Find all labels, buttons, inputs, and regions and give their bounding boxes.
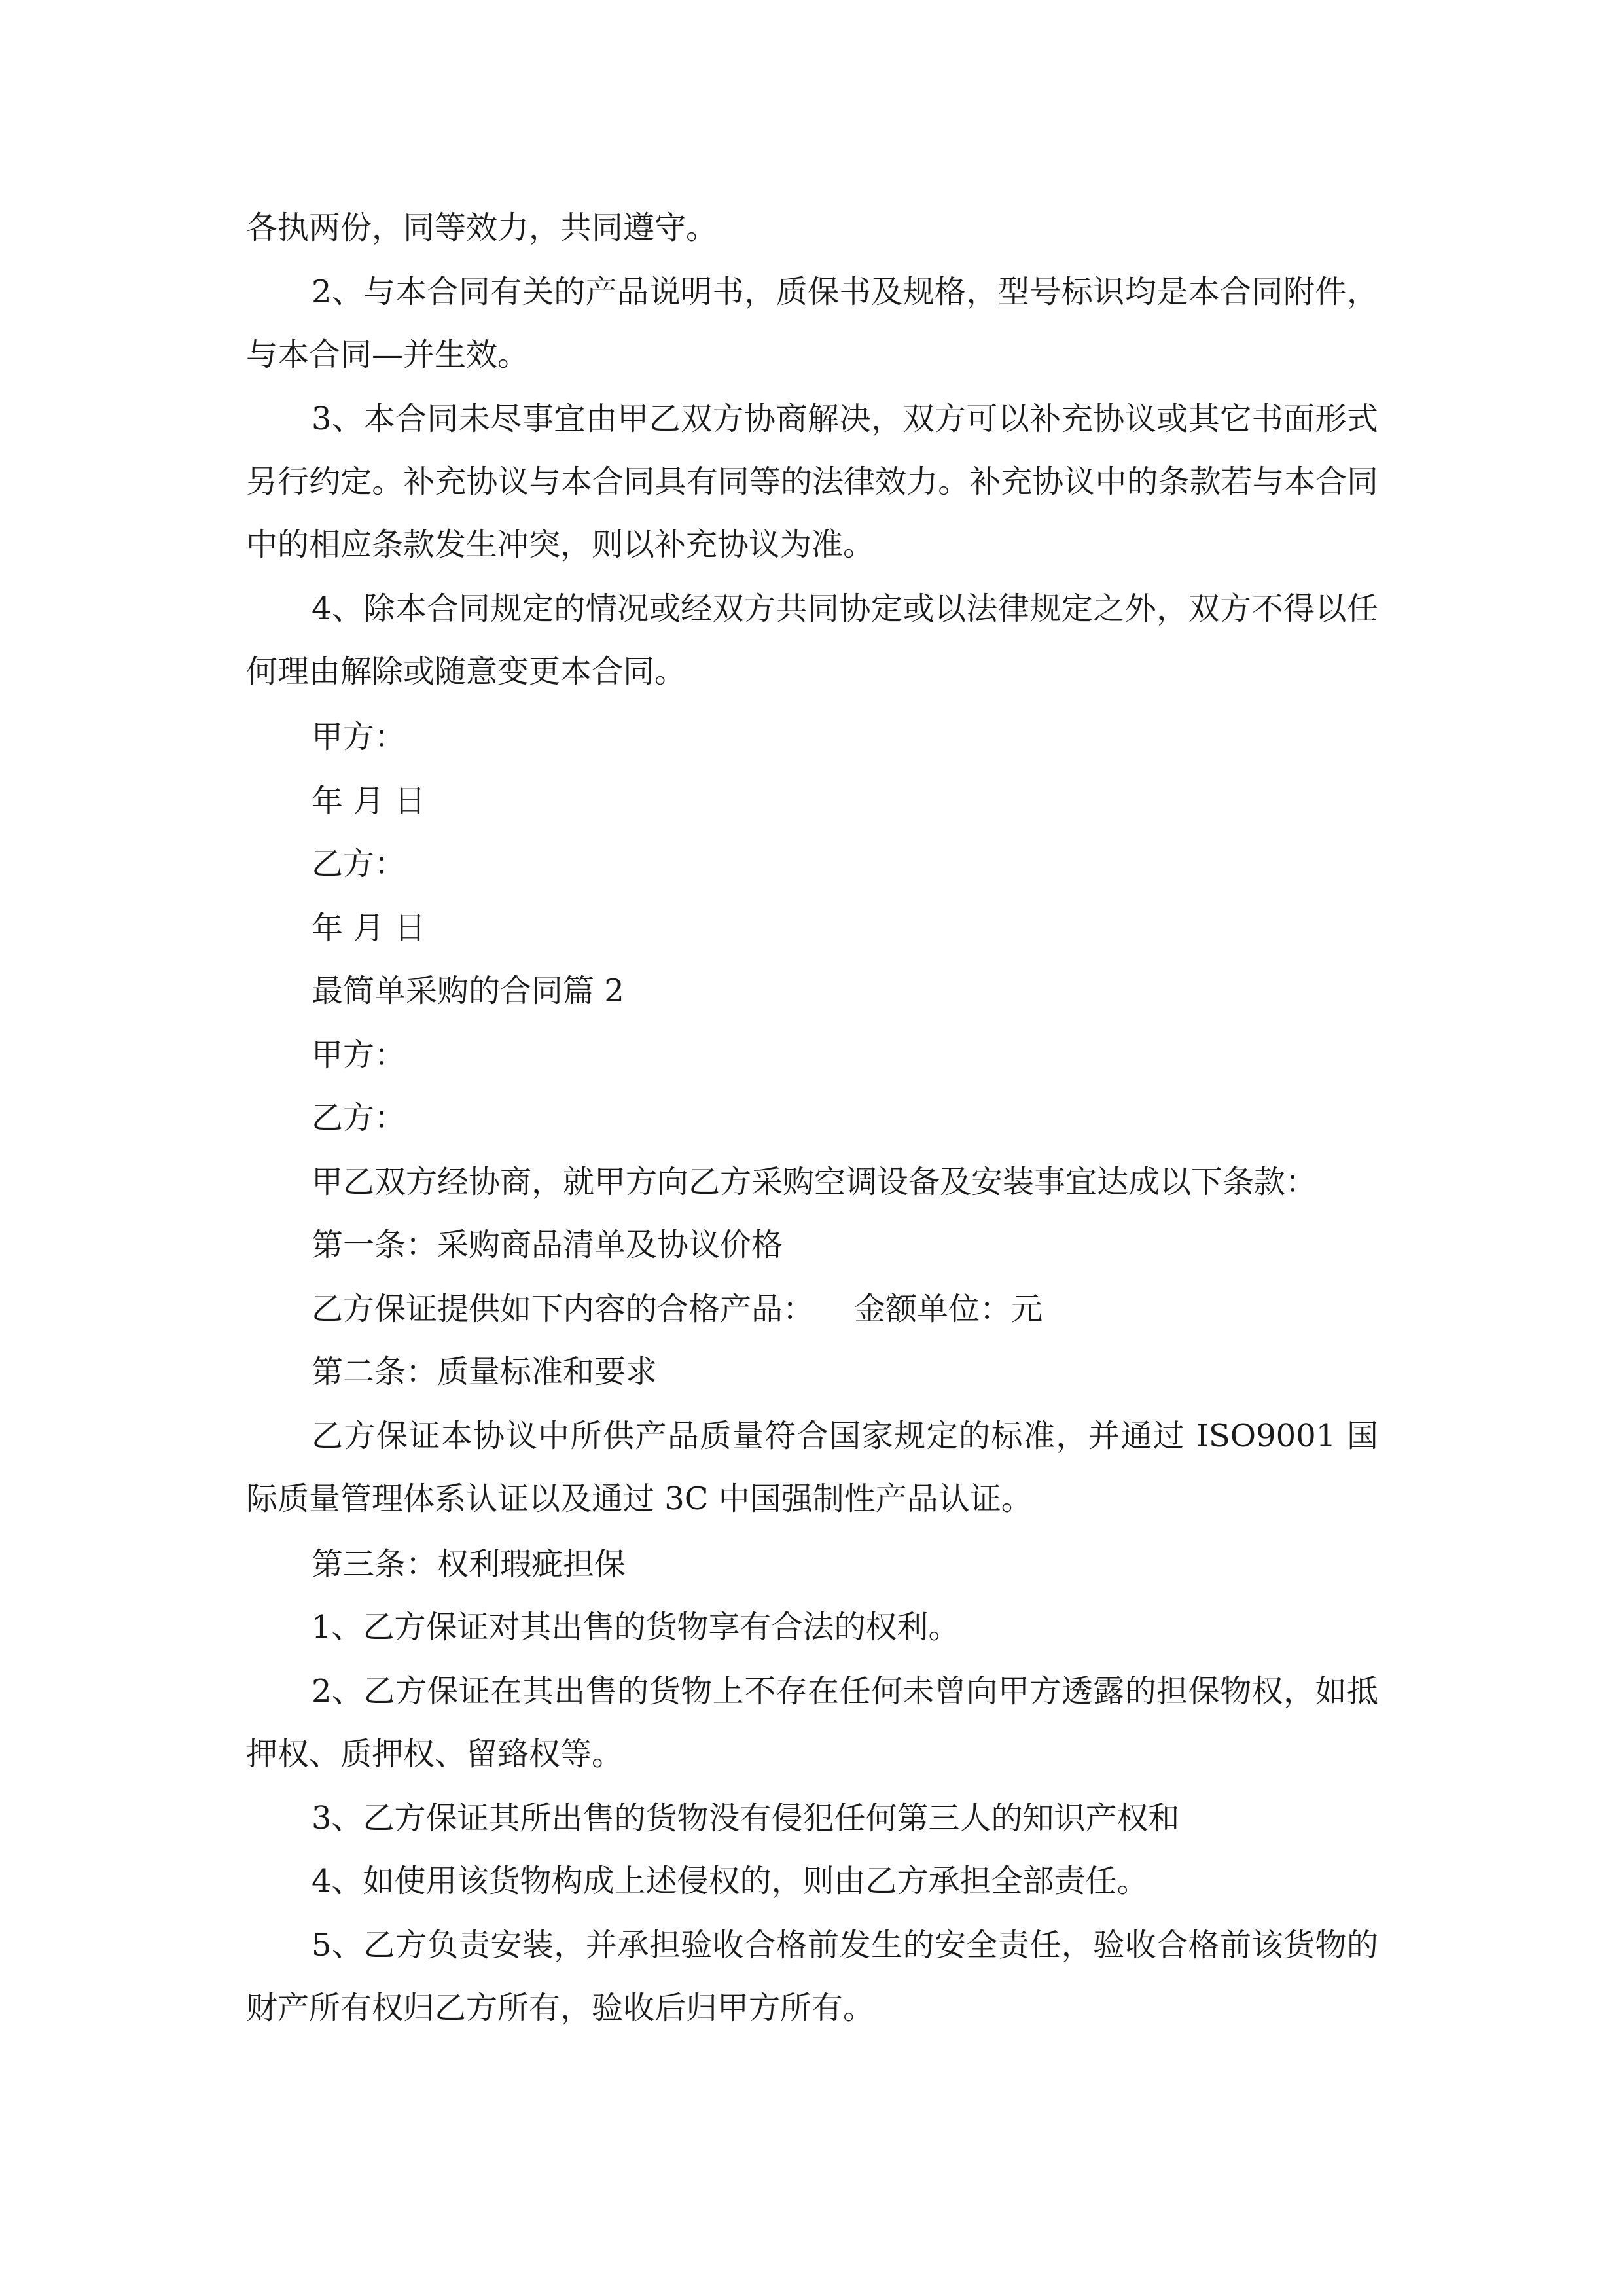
article-3-heading: 第三条：权利瑕疵担保 xyxy=(312,1546,626,1583)
article-3-item-1: 1、乙方保证对其出售的货物享有合法的权利。 xyxy=(312,1609,960,1645)
party-a-label: 甲方： xyxy=(312,719,406,755)
party-b-label: 乙方： xyxy=(312,846,406,882)
article-3-item-2: 2、乙方保证在其出售的货物上不存在任何未曾向甲方透露的担保物权，如抵押权、质押权、留臵权等。 xyxy=(246,1673,1378,1772)
party-b-label: 乙方： xyxy=(312,1100,406,1136)
article-2-text: 乙方保证本协议中所供产品质量符合国家规定的标准，并通过 ISO9001 国际质量管理体系认证以及通过 3C 中国强制性产品认证。 xyxy=(246,1418,1378,1517)
paragraph-intro: 甲乙双方经协商，就甲方向乙方采购空调设备及安装事宜达成以下条款： xyxy=(312,1164,1317,1200)
article-3-item-3: 3、乙方保证其所出售的货物没有侵犯任何第三人的知识产权和 xyxy=(312,1800,1180,1837)
article-2-heading: 第二条：质量标准和要求 xyxy=(312,1354,658,1390)
article-1-text: 乙方保证提供如下内容的合格产品： 金额单位：元 xyxy=(312,1291,1043,1327)
article-3-item-4: 4、如使用该货物构成上述侵权的，则由乙方承担全部责任。 xyxy=(312,1863,1149,1899)
article-1-heading: 第一条：采购商品清单及协议价格 xyxy=(312,1227,783,1263)
paragraph-continuation: 各执两份，同等效力，共同遵守。 xyxy=(246,209,718,246)
paragraph-clause-4: 4、除本合同规定的情况或经双方共同协定或以法律规定之外，双方不得以任何理由解除或随意变更本合同。 xyxy=(246,590,1378,690)
paragraph-clause-3: 3、本合同未尽事宜由甲乙双方协商解决，双方可以补充协议或其它书面形式另行约定。补充协议与本合同具有同等的法律效力。补充协议中的条款若与本合同中的相应条款发生冲突，则以补充协议为准。 xyxy=(246,401,1378,563)
party-a-label: 甲方： xyxy=(312,1037,406,1073)
date-line: 年 月 日 xyxy=(312,783,426,819)
article-3-item-5: 5、乙方负责安装，并承担验收合格前发生的安全责任，验收合格前该货物的财产所有权归乙方所有，验收后归甲方所有。 xyxy=(246,1927,1378,2026)
date-line: 年 月 日 xyxy=(312,910,426,946)
paragraph-clause-2: 2、与本合同有关的产品说明书，质保书及规格，型号标识均是本合同附件，与本合同—并生效。 xyxy=(246,274,1378,373)
section-title: 最简单采购的合同篇 2 xyxy=(312,973,624,1009)
